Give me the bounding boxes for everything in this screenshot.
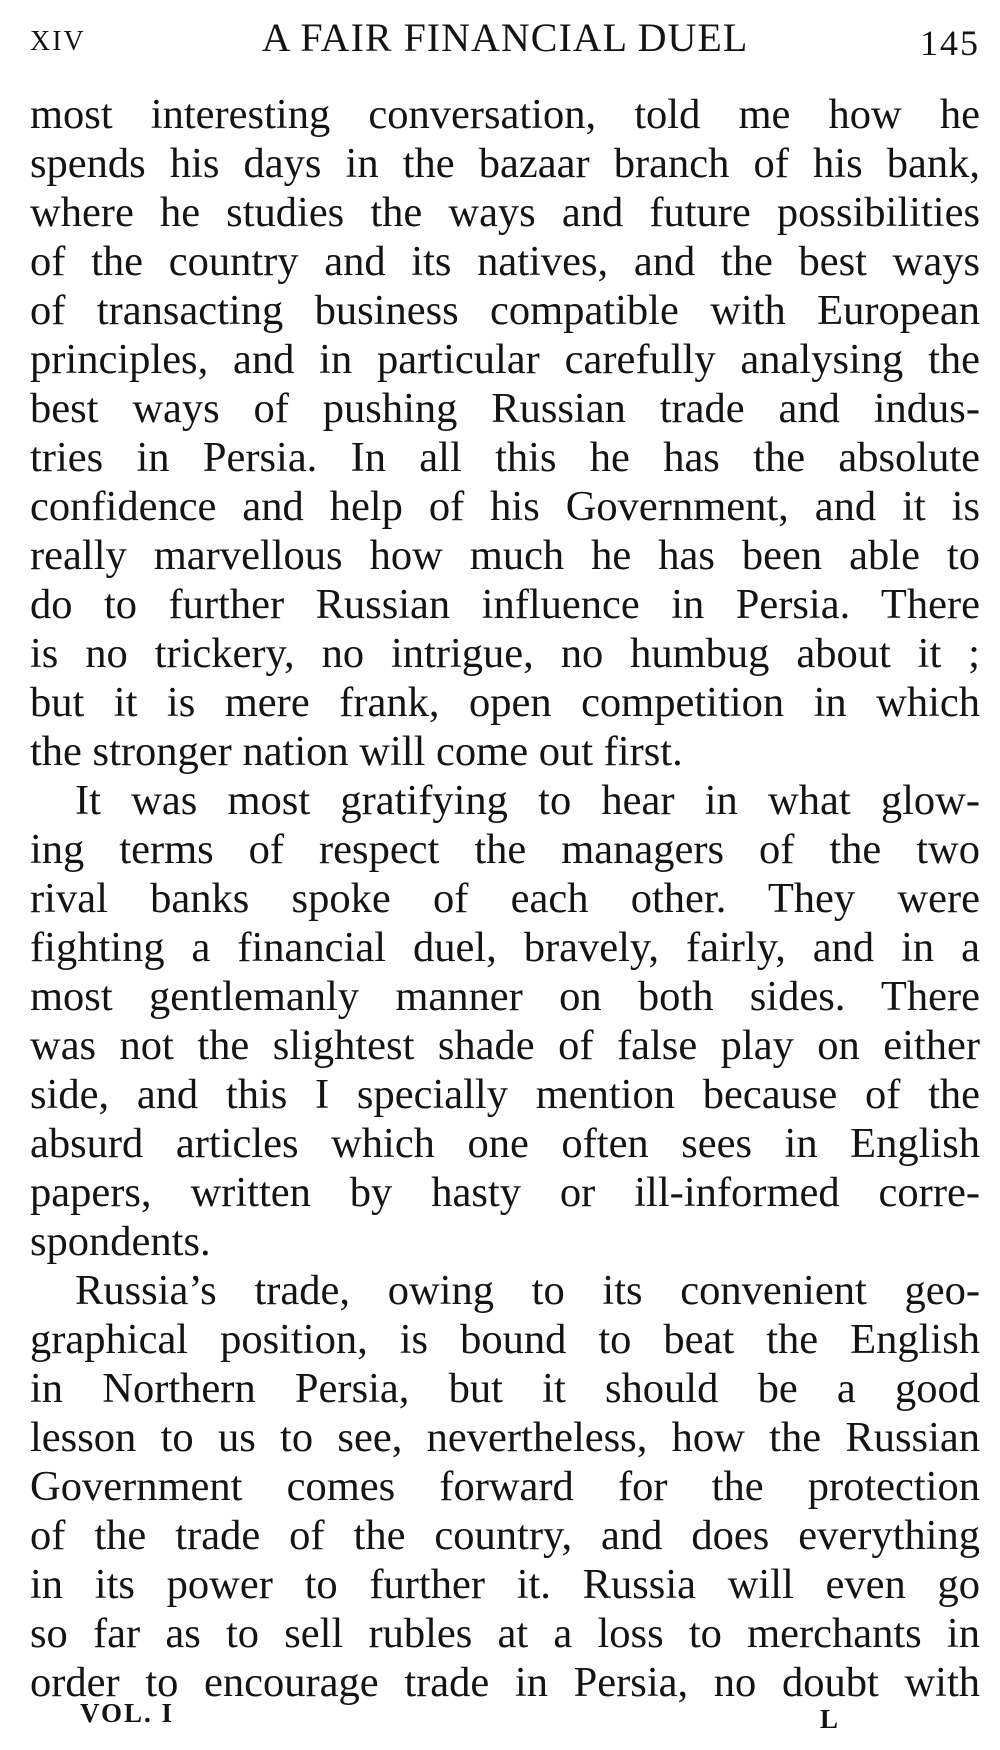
text-line: ing terms of respect the managers of the two [30,826,980,873]
paragraph-start-line: It was most gratifying to hear in what glow- [75,777,980,824]
text-line: absurd articles which one often sees in English [30,1120,980,1167]
volume-signature: VOL. I [80,1698,174,1728]
text-line: papers, written by hasty or ill-informed corre- [30,1169,980,1216]
text-line: of the trade of the country, and does everything [30,1512,980,1559]
text-line: best ways of pushing Russian trade and indus- [30,385,980,432]
page-number: 145 [920,23,980,63]
text-line: was not the slightest shade of false play on either [30,1022,980,1069]
text-line: of the country and its natives, and the best ways [30,238,980,285]
text-line: most gentlemanly manner on both sides. There [30,973,980,1020]
text-line: really marvellous how much he has been able to [30,532,980,579]
text-line: tries in Persia. In all this he has the absolute [30,434,980,481]
paragraph-start-line: Russia’s trade, owing to its convenient geo- [75,1267,980,1314]
paragraph-end-line: spondents. [30,1218,211,1265]
running-head [30,14,980,70]
text-line: fighting a financial duel, bravely, fairly, and in a [30,924,980,971]
running-title: A FAIR FINANCIAL DUEL [261,15,749,60]
body-text [30,90,980,1707]
text-line: principles, and in particular carefully analysing the [30,336,980,383]
text-line: spends his days in the bazaar branch of his bank, [30,140,980,187]
text-line: so far as to sell rubles at a loss to merchants in [30,1610,980,1657]
page-footer [30,1698,980,1738]
text-line: but it is mere frank, open competition in which [30,679,980,726]
text-line: in Northern Persia, but it should be a good [30,1365,980,1412]
chapter-number: XIV [30,26,86,57]
text-line: confidence and help of his Government, and it is [30,483,980,530]
text-line: in its power to further it. Russia will even go [30,1561,980,1608]
text-line: graphical position, is bound to beat the English [30,1316,980,1363]
text-line: order to encourage trade in Persia, no doubt with [30,1659,980,1706]
gathering-signature: L [820,1704,839,1734]
text-line: lesson to us to see, nevertheless, how the Russian [30,1414,980,1461]
text-line: of transacting business compatible with European [30,287,980,334]
text-line: most interesting conversation, told me how he [30,91,980,138]
text-line: side, and this I specially mention because of the [30,1071,980,1118]
text-line: Government comes forward for the protection [30,1463,980,1510]
text-line: is no trickery, no intrigue, no humbug about it ; [30,630,980,677]
text-line: do to further Russian influence in Persia. There [30,581,980,628]
text-line: rival banks spoke of each other. They were [30,875,980,922]
paragraph-end-line: the stronger nation will come out first. [30,728,683,775]
text-line: where he studies the ways and future possibilities [30,189,980,236]
